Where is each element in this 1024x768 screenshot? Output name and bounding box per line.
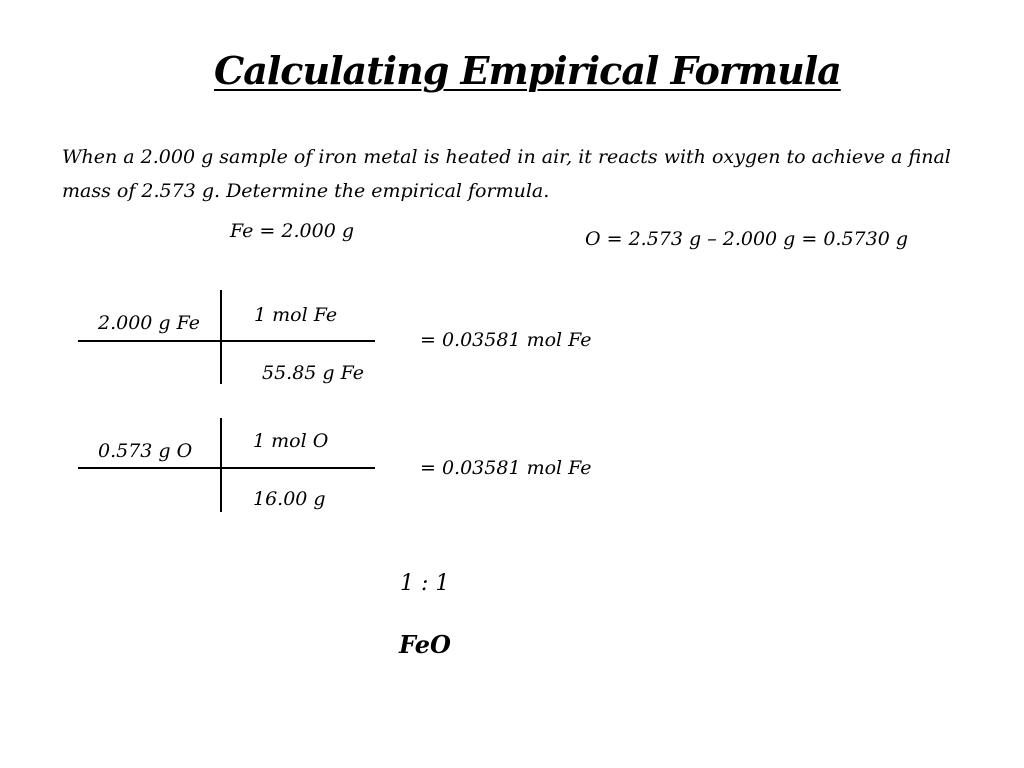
o-mass-calculation: O = 2.573 g – 2.000 g = 0.5730 g xyxy=(585,228,909,250)
fe-conversion-vertical-line xyxy=(220,290,222,384)
fe-given-mass: 2.000 g Fe xyxy=(98,312,201,334)
problem-statement: When a 2.000 g sample of iron metal is heated in air, it reacts with oxygen to achieve a final mass of 2.573 g. Determine the empirical formula. xyxy=(62,146,951,202)
fe-conversion-horizontal-line xyxy=(78,340,375,342)
fe-conversion-numerator: 1 mol Fe xyxy=(254,304,338,326)
fe-moles-result: = 0.03581 mol Fe xyxy=(420,329,592,351)
slide-title: Calculating Empirical Formula xyxy=(214,48,841,93)
o-conversion-denominator: 16.00 g xyxy=(253,488,326,510)
fe-mass: Fe = 2.000 g xyxy=(230,220,354,242)
o-conversion-vertical-line xyxy=(220,418,222,512)
o-given-mass: 0.573 g O xyxy=(98,440,193,462)
mole-ratio: 1 : 1 xyxy=(400,571,450,596)
o-moles-result: = 0.03581 mol Fe xyxy=(420,457,592,479)
o-conversion-horizontal-line xyxy=(78,467,375,469)
fe-conversion-denominator: 55.85 g Fe xyxy=(262,362,365,384)
empirical-formula: FeO xyxy=(399,630,451,659)
o-conversion-numerator: 1 mol O xyxy=(253,430,329,452)
